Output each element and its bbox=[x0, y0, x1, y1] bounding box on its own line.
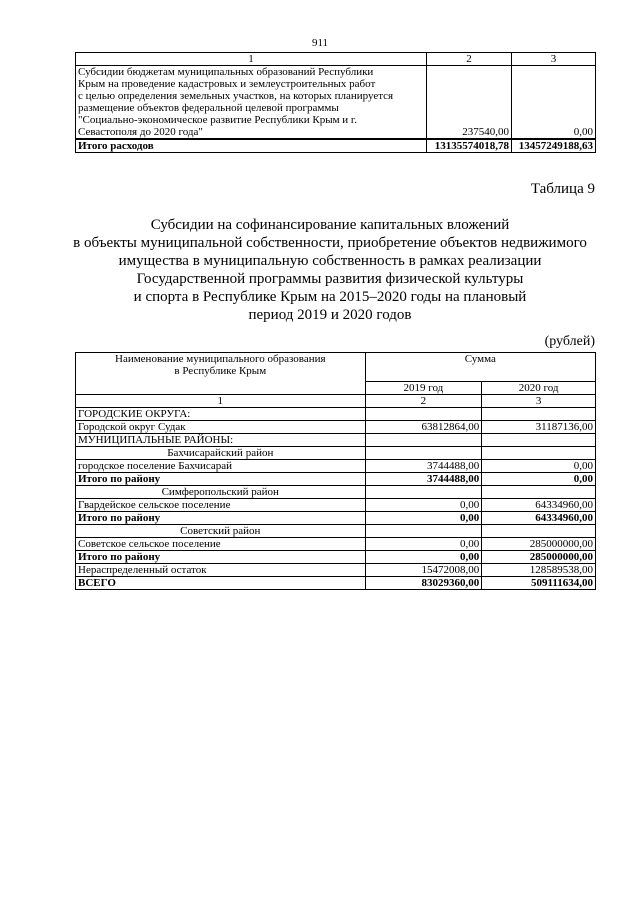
section-districts: МУНИЦИПАЛЬНЫЕ РАЙОНЫ: bbox=[76, 434, 366, 447]
section-row bbox=[76, 434, 596, 447]
total-2-2019: 0,00 bbox=[365, 512, 482, 525]
subsidy-line-1: Субсидии бюджетам муниципальных образований Республики bbox=[78, 66, 374, 78]
row-sovet-2020: 285000000,00 bbox=[482, 538, 596, 551]
top-col-2: 2 bbox=[427, 53, 512, 66]
district-row bbox=[76, 447, 596, 460]
row-unalloc-name: Нераспределенный остаток bbox=[76, 564, 366, 577]
units-label: (рублей) bbox=[544, 334, 595, 349]
subsidy-line-4: размещение объектов федеральной целевой программы bbox=[78, 102, 339, 114]
row-bakh-2019: 3744488,00 bbox=[365, 460, 482, 473]
empty-cell bbox=[365, 486, 482, 499]
title-line-1: Субсидии на софинансирование капитальных вложений bbox=[150, 217, 510, 233]
empty-cell bbox=[365, 525, 482, 538]
grand-total-2020: 509111634,00 bbox=[482, 577, 596, 590]
district-bakhchisaray: Бахчисарайский район bbox=[76, 447, 366, 460]
col-name-header bbox=[76, 353, 366, 395]
total-3-2020: 285000000,00 bbox=[482, 551, 596, 564]
row-sudak-name: Городской округ Судак bbox=[76, 421, 366, 434]
table-label: Таблица 9 bbox=[530, 181, 595, 197]
district-sovetsky: Советский район bbox=[76, 525, 366, 538]
row-bakh-2020: 0,00 bbox=[482, 460, 596, 473]
total-1-2019: 3744488,00 bbox=[365, 473, 482, 486]
empty-cell bbox=[482, 525, 596, 538]
row-sudak-2019: 63812864,00 bbox=[365, 421, 482, 434]
header-row bbox=[76, 353, 596, 382]
subsidy-line-3: с целью определения земельных участков, на которых планируется bbox=[78, 90, 394, 102]
top-table bbox=[75, 52, 596, 153]
district-row bbox=[76, 525, 596, 538]
col-name-header-line-1: Наименование муниципального образования bbox=[115, 353, 326, 365]
row-gvard-2019: 0,00 bbox=[365, 499, 482, 512]
district-total-row bbox=[76, 473, 596, 486]
top-table-header-row bbox=[76, 53, 596, 66]
total-1-name: Итого по району bbox=[76, 473, 366, 486]
empty-cell bbox=[365, 434, 482, 447]
top-col-3: 3 bbox=[512, 53, 596, 66]
total-2-name: Итого по району bbox=[76, 512, 366, 525]
row-gvard-name: Гвардейское сельское поселение bbox=[76, 499, 366, 512]
row-sovet-name: Советское сельское поселение bbox=[76, 538, 366, 551]
title-line-4: Государственной программы развития физической культуры bbox=[136, 271, 524, 287]
subsidies-table bbox=[75, 352, 596, 590]
section-urban: ГОРОДСКИЕ ОКРУГА: bbox=[76, 408, 366, 421]
page-number: 911 bbox=[311, 37, 329, 49]
district-total-row bbox=[76, 551, 596, 564]
subsidy-2019: 237540,00 bbox=[427, 66, 512, 140]
table-row bbox=[76, 460, 596, 473]
empty-cell bbox=[365, 447, 482, 460]
district-simferopol: Симферопольский район bbox=[76, 486, 366, 499]
total-expenses-label: Итого расходов bbox=[76, 139, 427, 153]
title-line-6: период 2019 и 2020 годов bbox=[248, 307, 412, 323]
top-col-1: 1 bbox=[76, 53, 427, 66]
row-gvard-2020: 64334960,00 bbox=[482, 499, 596, 512]
subsidy-line-6: Севастополя до 2020 года" bbox=[78, 126, 203, 138]
section-row bbox=[76, 408, 596, 421]
total-expenses-row bbox=[76, 139, 596, 153]
table-row bbox=[76, 66, 596, 140]
col-sum-header: Сумма bbox=[365, 353, 595, 382]
row-sovet-2019: 0,00 bbox=[365, 538, 482, 551]
total-3-name: Итого по району bbox=[76, 551, 366, 564]
empty-cell bbox=[482, 408, 596, 421]
title-line-2: в объекты муниципальной собственности, приобретение объектов недвижимого bbox=[73, 235, 587, 251]
subsidy-line-5: "Социально-экономическое развитие Республики Крым и г. bbox=[78, 114, 357, 126]
grand-total-row bbox=[76, 577, 596, 590]
num-col-3: 3 bbox=[482, 395, 596, 408]
table-row bbox=[76, 538, 596, 551]
empty-cell bbox=[365, 408, 482, 421]
grand-total-2019: 83029360,00 bbox=[365, 577, 482, 590]
row-unalloc-2019: 15472008,00 bbox=[365, 564, 482, 577]
col-name-header-line-2: в Республике Крым bbox=[174, 365, 267, 377]
grand-total-name: ВСЕГО bbox=[76, 577, 366, 590]
col-2020-header: 2020 год bbox=[482, 382, 596, 395]
document-title bbox=[60, 216, 600, 324]
num-col-1: 1 bbox=[76, 395, 366, 408]
title-line-3: имущества в муниципальную собственность в рамках реализации bbox=[118, 253, 542, 269]
table-row bbox=[76, 421, 596, 434]
row-unalloc-2020: 128589538,00 bbox=[482, 564, 596, 577]
title-line-5: и спорта в Республике Крым на 2015–2020 годы на плановый bbox=[133, 289, 527, 305]
empty-cell bbox=[482, 486, 596, 499]
table-row bbox=[76, 499, 596, 512]
subsidy-line-2: Крым на проведение кадастровых и землеустроительных работ bbox=[78, 78, 376, 90]
row-bakh-name: городское поселение Бахчисарай bbox=[76, 460, 366, 473]
num-col-2: 2 bbox=[365, 395, 482, 408]
total-expenses-2020: 13457249188,63 bbox=[512, 139, 596, 153]
total-expenses-2019: 13135574018,78 bbox=[427, 139, 512, 153]
row-sudak-2020: 31187136,00 bbox=[482, 421, 596, 434]
subsidy-description bbox=[76, 66, 427, 140]
total-3-2019: 0,00 bbox=[365, 551, 482, 564]
total-2-2020: 64334960,00 bbox=[482, 512, 596, 525]
table-row bbox=[76, 564, 596, 577]
subsidy-2020: 0,00 bbox=[512, 66, 596, 140]
numbering-row bbox=[76, 395, 596, 408]
empty-cell bbox=[482, 434, 596, 447]
col-2019-header: 2019 год bbox=[365, 382, 482, 395]
total-1-2020: 0,00 bbox=[482, 473, 596, 486]
district-row bbox=[76, 486, 596, 499]
empty-cell bbox=[482, 447, 596, 460]
district-total-row bbox=[76, 512, 596, 525]
